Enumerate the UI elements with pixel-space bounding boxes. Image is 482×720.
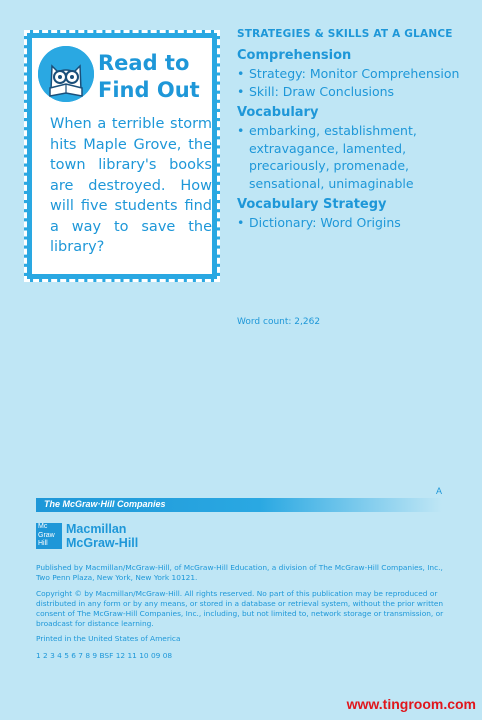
list-item — [237, 83, 465, 101]
item-text: Strategy: Monitor Comprehension — [249, 66, 460, 81]
word-count: Word count: 2,262 — [237, 317, 321, 327]
skills-at-a-glance — [237, 28, 465, 237]
logo-line: Graw — [38, 531, 55, 539]
published-by-text: Published by Macmillan/McGraw-Hill, of McGraw-Hill Education, a division of The McGraw-Hill Companies, Inc., Two Penn Plaza, New York, New York 10121. — [36, 563, 443, 582]
section-title: Vocabulary — [237, 105, 319, 120]
read-to-find-out-title — [98, 50, 218, 104]
title-line-2: Find Out — [98, 78, 200, 102]
read-to-find-out-text: When a terrible storm hits Maple Grove, the town library's books are destroyed. How will five students find a way to save the library? — [50, 116, 212, 255]
bullet-icon: • — [237, 66, 245, 81]
grade-letter: A — [436, 486, 443, 496]
item-text: Skill: Draw Conclusions — [249, 83, 395, 99]
section-vocabulary — [237, 105, 465, 192]
skills-heading: STRATEGIES & SKILLS AT A GLANCE — [237, 28, 453, 40]
section-comprehension — [237, 48, 465, 100]
bullet-icon: • — [237, 123, 245, 138]
title-line-1: Read to — [98, 51, 190, 75]
logo-line: Hill — [38, 540, 48, 547]
mcgraw-hill-logo — [36, 523, 62, 549]
print-line: 1 2 3 4 5 6 7 8 9 BSF 12 11 10 09 08 — [36, 651, 173, 660]
owl-reading-icon — [38, 46, 94, 102]
section-title: Comprehension — [237, 48, 352, 63]
item-text: embarking, establishment, extravagance, lamented, precariously, promenade, sensational, unimaginable — [249, 123, 417, 191]
section-title: Vocabulary Strategy — [237, 197, 387, 212]
publisher-name — [66, 522, 138, 550]
publisher-bar — [36, 498, 442, 512]
section-vocabulary-strategy — [237, 197, 465, 232]
publisher-bar-text: The McGraw·Hill Companies — [44, 499, 166, 509]
bullet-icon: • — [237, 215, 245, 230]
printed-in-text: Printed in the United States of America — [36, 634, 181, 643]
list-item — [237, 65, 465, 83]
publisher-name-line-1: Macmillan — [66, 522, 127, 536]
copyright-text: Copyright © by Macmillan/McGraw-Hill. All rights reserved. No part of this publication may be reproduced or distributed in any form or by any means, or stored in a database or retrieval system, without the prior written consent of The McGraw-Hill Companies, Inc., including, but not limited to, network storage or transmission, or broadcast for distance learning. — [36, 589, 444, 628]
logo-line: Mc — [38, 523, 48, 530]
item-text: Dictionary: Word Origins — [249, 215, 401, 230]
publisher-name-line-2: McGraw-Hill — [66, 536, 139, 550]
watermark-link[interactable]: www.tingroom.com — [346, 696, 476, 712]
list-item — [237, 122, 465, 192]
list-item — [237, 214, 465, 232]
read-to-find-out-box — [24, 30, 220, 282]
bullet-icon: • — [237, 83, 245, 99]
